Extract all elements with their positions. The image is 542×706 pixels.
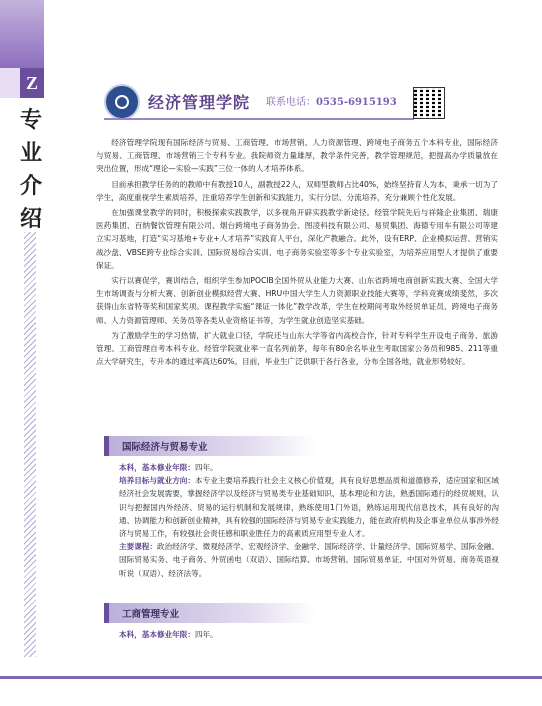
contact-label: 联系电话： [266, 97, 316, 108]
goal-line [119, 474, 499, 540]
intro-content [96, 136, 498, 370]
college-name: 经济管理学院 [148, 93, 251, 112]
section-title: 国际经济与贸易专业 [122, 442, 208, 453]
college-logo-icon [104, 84, 140, 120]
intro-paragraph: 目前承担教学任务的的教师中有教授10人，副教授22人，双师型教师占比40%，始终坚持育人为本，秉承一切为了学生，高度重视学生素质培养，注重培养学生创新和实践能力，实行分层、分流培养，充分兼顾个性化发展。 [96, 179, 498, 202]
purple-top-block [0, 0, 44, 68]
vertical-title-char: 绍 [19, 206, 42, 232]
vertical-title-char: 介 [19, 173, 42, 199]
header-divider [104, 118, 414, 120]
courses-label: 主要课程： [119, 542, 157, 552]
hatch-decoration [24, 232, 36, 657]
section-detail-international-trade [119, 461, 499, 580]
section-marker [104, 436, 109, 456]
intro-paragraph: 在加强课堂教学的同时，积极探索实践教学，以多视角开辟实践教学新途径。经管学院先后与祥隆企业集团、瑞康医药集团、百纳餐饮管理有限公司、烟台跨境电子商务协会、图凌科技有限公司、易贸集团、海德专用车有限公司等建立实习基地，打造“实习基地+专业+人才培养”实践育人平台，深化产教融合。此外，设有ERP、企业模拟运营、营销实战沙盘、VBSE跨专业综合实训、国际贸易综合实训、电子商务实验室等多个专业实验室，为培养应用型人才提供了重要保证。 [96, 208, 498, 270]
degree-line [119, 461, 499, 474]
qr-code-icon [414, 88, 444, 118]
section-title: 工商管理专业 [122, 609, 180, 620]
intro-paragraph: 经济管理学院现有国际经济与贸易、工商管理、市场营销、人力资源管理、跨境电子商务五个本科专业，国际经济与贸易、工商管理、市场营销三个专科专业。我院师资力量雄厚，教学条件完善，教学管理规范，把提高办学质量放在突出位置，形成“理论—实验—实践”三位一体的人才培养体系。 [96, 138, 498, 174]
goal-label: 培养目标与就业方向： [119, 476, 195, 486]
bottom-divider [0, 676, 542, 679]
degree-label: 本科，基本修业年限： [119, 630, 195, 639]
goal-text: 本专业主要培养践行社会主义核心价值观，具有良好思想品质和道德修养，适应国家和区域经济社会发展需要，掌握经济学以及经济与贸易类专业基础知识、基本理论和方法，熟悉国际通行的经贸规则，认识与把握国内外经济、贸易的运行机制和发展规律，熟练使用1门外语，熟练运用现代信息技术，具有良好的沟通、协调能力和创新创业精神，具有较强的国际经济与贸易专业实践能力，能在政府机构及企事业单位从事涉外经济与贸易工作，有较强社会责任感和职业胜任力的高素质应用型专业人才。 [119, 476, 499, 539]
vertical-title-char: 业 [19, 140, 42, 166]
degree-label: 本科，基本修业年限： [119, 463, 195, 472]
section-detail-business-admin [119, 628, 499, 641]
contact-number: 0535-6915193 [316, 97, 397, 108]
intro-paragraph: 实行以赛促学，赛训结合，组织学生参加POCIB全国外贸从业能力大赛、山东省跨境电商创新实践大赛、全国大学生市场调查与分析大赛、创新创业模拟经营大赛、HRU中国大学生人力资源职业技能大赛等，学科竞赛成绩斐然，多次获得山东省特等奖和国家奖项。课程教学实施“课证一体化”教学改革，学生在校期间考取外经贸单证员、跨境电子商务师、人力资源管理师、关务员等各类从业资格证书等，为学生就业创造坚实基础。 [96, 276, 498, 325]
page-header [104, 90, 504, 118]
intro-paragraph: 为了激励学生的学习热情，扩大就业口径，学院还与山东大学等省内高校合作，针对专科学生开设电子商务、旅游管理、工商管理自考本科专业。经管学院就业率一直名列前茅，每年有80余名毕业生考取国家公务员和985、211等重点大学研究生，专升本的通过率高达60%。目前，毕业生广泛供职于各行各业，分布全国各地，就业形势较好。 [96, 330, 498, 367]
courses-text: 政治经济学、微观经济学、宏观经济学、金融学、国际经济学、计量经济学、国际贸易学、国际金融、国际贸易实务、电子商务、外贸函电（双语）、国际结算、市场营销、国际贸易单证、中国对外贸易、商务英语视听说（双语）、经济法等。 [119, 542, 499, 578]
vertical-title [17, 104, 45, 236]
contact-info [266, 93, 397, 108]
degree-value: 四年。 [194, 463, 218, 472]
degree-line [119, 628, 499, 641]
purple-strip [0, 68, 20, 98]
vertical-title-char: 专 [19, 107, 42, 133]
section-header-international-trade [104, 436, 316, 456]
section-marker [104, 603, 109, 623]
degree-value: 四年。 [194, 630, 218, 639]
section-letter-badge: Z [20, 68, 44, 98]
section-header-business-admin [104, 603, 316, 623]
courses-line [119, 540, 499, 580]
